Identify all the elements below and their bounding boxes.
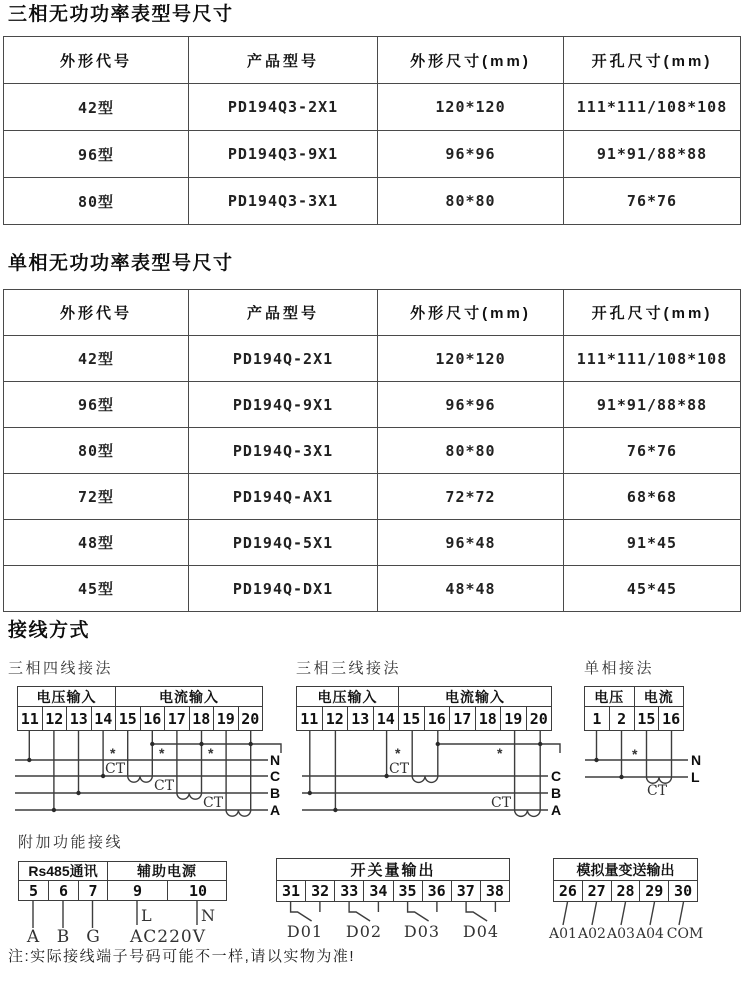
analog-output-strip	[553, 858, 698, 902]
phase-label-a: A	[270, 802, 281, 818]
terminal-cell: 20	[241, 709, 260, 728]
table-cell: PD194Q-9X1	[189, 382, 378, 428]
terminal-cell: 9	[108, 881, 168, 900]
aux-power-l-label: L	[141, 906, 152, 925]
polarity-star: *	[110, 745, 116, 761]
table-row	[4, 131, 741, 178]
section-title-single-phase: 单相无功功率表型号尺寸	[8, 253, 234, 274]
column-header: 外形代号	[4, 290, 189, 336]
polarity-star: *	[395, 745, 401, 761]
column-header: 开孔尺寸(mm)	[564, 290, 741, 336]
terminal-cell: 14	[92, 707, 117, 730]
polarity-star: *	[497, 745, 503, 761]
terminal-cell: 7	[79, 881, 108, 900]
analog-output-label-com: COM	[666, 926, 704, 942]
column-header: 产品型号	[189, 290, 378, 336]
relay-contact-symbols	[291, 902, 496, 921]
single-phase-spec-table	[3, 289, 741, 612]
rs485-label-b: B	[56, 927, 70, 947]
table-row	[4, 382, 741, 428]
table-row	[4, 178, 741, 225]
terminal-cell: 32	[306, 881, 335, 901]
terminal-cell: 16	[425, 707, 451, 730]
terminal-cell: 18	[476, 707, 502, 730]
analog-output-stubs	[563, 902, 684, 925]
analog-output-label-a03: A03	[607, 926, 635, 942]
table-cell: 76*76	[564, 428, 741, 474]
table-cell: 96*96	[378, 382, 564, 428]
polarity-star: *	[159, 745, 165, 761]
footnote: 注:实际接线端子号码可能不一样,请以实物为准!	[8, 948, 356, 965]
terminal-cell: 35	[394, 881, 423, 901]
table-cell: PD194Q3-9X1	[189, 131, 378, 178]
phase-label-c: C	[551, 768, 562, 784]
digital-output-label-d01: D01	[286, 922, 324, 941]
table-cell: 111*111/108*108	[564, 84, 741, 131]
header-row	[4, 37, 741, 84]
table-cell: PD194Q-AX1	[189, 474, 378, 520]
ct-label: CT	[647, 783, 668, 799]
wiring-lines-3p4w	[15, 731, 281, 816]
rs485-label-a: A	[26, 927, 40, 947]
table-cell: 96*96	[378, 131, 564, 178]
terminal-cell: 1	[585, 707, 610, 730]
table-cell: PD194Q-DX1	[189, 566, 378, 612]
analog-output-label-a04: A04	[636, 926, 664, 942]
rs485-aux-strip	[18, 861, 227, 901]
terminal-cell: 34	[364, 881, 393, 901]
three-phase-spec-table	[3, 36, 741, 225]
wiring-lines-3p3w	[302, 731, 560, 816]
table-cell: 80*80	[378, 178, 564, 225]
table-cell: 91*91/88*88	[564, 131, 741, 178]
digital-output-header: 开关量输出	[350, 862, 436, 879]
column-header: 产品型号	[189, 37, 378, 84]
terminal-cell: 10	[188, 881, 208, 900]
section-title-wiring: 接线方式	[8, 620, 91, 641]
voltage-header: 电压	[585, 687, 635, 706]
phase-label-c: C	[270, 768, 281, 784]
table-cell: 96型	[4, 382, 189, 428]
terminal-cell: 19	[501, 707, 527, 730]
table-row	[4, 336, 741, 382]
phase-label-a: A	[551, 802, 562, 818]
table-cell: PD194Q3-2X1	[189, 84, 378, 131]
column-header: 外形代号	[4, 37, 189, 84]
table-cell: PD194Q-2X1	[189, 336, 378, 382]
table-cell: 96型	[4, 131, 189, 178]
terminal-cell: 15	[116, 707, 141, 730]
table-row	[4, 428, 741, 474]
digital-output-label-d04: D04	[462, 922, 500, 941]
column-header: 开孔尺寸(mm)	[564, 37, 741, 84]
terminal-cell: 26	[554, 881, 583, 901]
phase-label-n: N	[270, 752, 281, 768]
ct-label: CT	[389, 761, 410, 777]
table-cell: 80*80	[378, 428, 564, 474]
aux-power-voltage-label: AC220V	[129, 927, 207, 947]
phase-label-l: L	[691, 769, 700, 785]
rs485-label-g: G	[86, 927, 100, 947]
table-cell: 96*48	[378, 520, 564, 566]
terminal-cell: 18	[190, 707, 215, 730]
table-cell: 45型	[4, 566, 189, 612]
ct-label: CT	[203, 795, 224, 811]
table-cell: 72*72	[378, 474, 564, 520]
current-input-header: 电流输入	[445, 688, 505, 705]
table-cell: 111*111/108*108	[564, 336, 741, 382]
table-cell: PD194Q-5X1	[189, 520, 378, 566]
aux-wiring-title: 附加功能接线	[18, 834, 124, 851]
voltage-input-header: 电压输入	[18, 687, 116, 706]
table-cell: 42型	[4, 336, 189, 382]
analog-output-label-a02: A02	[578, 926, 606, 942]
aux-wiring-lines	[33, 901, 197, 928]
diagram-title-1p: 单相接法	[584, 660, 655, 677]
terminal-strip-3p4w	[17, 686, 263, 731]
terminal-cell: 12	[323, 707, 349, 730]
analog-output-header: 模拟量变送输出	[576, 861, 675, 878]
column-header: 外形尺寸(mm)	[378, 37, 564, 84]
table-cell: 48*48	[378, 566, 564, 612]
terminal-cell: 16	[141, 707, 166, 730]
terminal-cell: 6	[49, 881, 79, 900]
terminal-strip-1p	[584, 686, 684, 731]
table-cell: PD194Q-3X1	[189, 428, 378, 474]
column-header: 外形尺寸(mm)	[378, 290, 564, 336]
terminal-cell: 20	[529, 709, 548, 728]
terminal-cell: 33	[335, 881, 364, 901]
terminal-cell: 17	[165, 707, 190, 730]
terminal-cell: 5	[19, 881, 49, 900]
terminal-cell: 19	[214, 707, 239, 730]
terminal-cell: 17	[450, 707, 476, 730]
table-cell: PD194Q3-3X1	[189, 178, 378, 225]
terminal-cell: 13	[67, 707, 92, 730]
header-row	[4, 290, 741, 336]
digital-output-label-d02: D02	[345, 922, 383, 941]
table-cell: 68*68	[564, 474, 741, 520]
table-cell: 76*76	[564, 178, 741, 225]
terminal-strip-3p3w	[296, 686, 552, 731]
terminal-cell: 30	[674, 882, 693, 900]
phase-label-b: B	[270, 785, 281, 801]
terminal-cell: 31	[277, 881, 306, 901]
terminal-cell: 11	[18, 707, 43, 730]
digital-output-label-d03: D03	[403, 922, 441, 941]
table-cell: 120*120	[378, 84, 564, 131]
ct-label: CT	[105, 761, 126, 777]
digital-output-strip	[276, 858, 510, 902]
table-row	[4, 520, 741, 566]
current-input-header: 电流输入	[159, 688, 219, 705]
table-cell: 91*45	[564, 520, 741, 566]
table-cell: 45*45	[564, 566, 741, 612]
ct-label: CT	[154, 778, 175, 794]
phase-label-n: N	[691, 752, 702, 768]
table-cell: 80型	[4, 178, 189, 225]
table-row	[4, 474, 741, 520]
aux-power-header: 辅助电源	[137, 863, 197, 879]
polarity-star: *	[208, 745, 214, 761]
table-cell: 80型	[4, 428, 189, 474]
terminal-cell: 12	[43, 707, 68, 730]
diagram-title-3p4w: 三相四线接法	[8, 660, 114, 677]
terminal-cell: 15	[399, 707, 425, 730]
phase-label-b: B	[551, 785, 562, 801]
ct-label: CT	[491, 795, 512, 811]
table-cell: 72型	[4, 474, 189, 520]
terminal-cell: 16	[662, 709, 681, 728]
terminal-cell: 28	[612, 881, 641, 901]
terminal-cell: 13	[348, 707, 374, 730]
terminal-cell: 11	[297, 707, 323, 730]
section-title-three-phase: 三相无功功率表型号尺寸	[8, 4, 234, 25]
terminal-cell: 37	[452, 881, 481, 901]
terminal-cell: 15	[635, 707, 660, 730]
terminal-cell: 27	[583, 881, 612, 901]
polarity-star: *	[632, 746, 638, 762]
table-cell: 42型	[4, 84, 189, 131]
terminal-cell: 38	[485, 882, 504, 900]
terminal-cell: 14	[374, 707, 400, 730]
voltage-input-header: 电压输入	[297, 687, 399, 706]
table-cell: 48型	[4, 520, 189, 566]
diagram-title-3p3w: 三相三线接法	[296, 660, 402, 677]
analog-output-label-a01: A01	[549, 926, 577, 942]
terminal-cell: 29	[640, 881, 669, 901]
table-cell: 91*91/88*88	[564, 382, 741, 428]
table-row	[4, 566, 741, 612]
terminal-cell: 36	[423, 881, 452, 901]
terminal-cell: 2	[610, 707, 635, 730]
table-row	[4, 84, 741, 131]
current-header: 电流	[643, 688, 674, 705]
table-cell: 120*120	[378, 336, 564, 382]
rs485-header: Rs485通讯	[19, 862, 108, 880]
aux-power-n-label: N	[201, 906, 215, 925]
